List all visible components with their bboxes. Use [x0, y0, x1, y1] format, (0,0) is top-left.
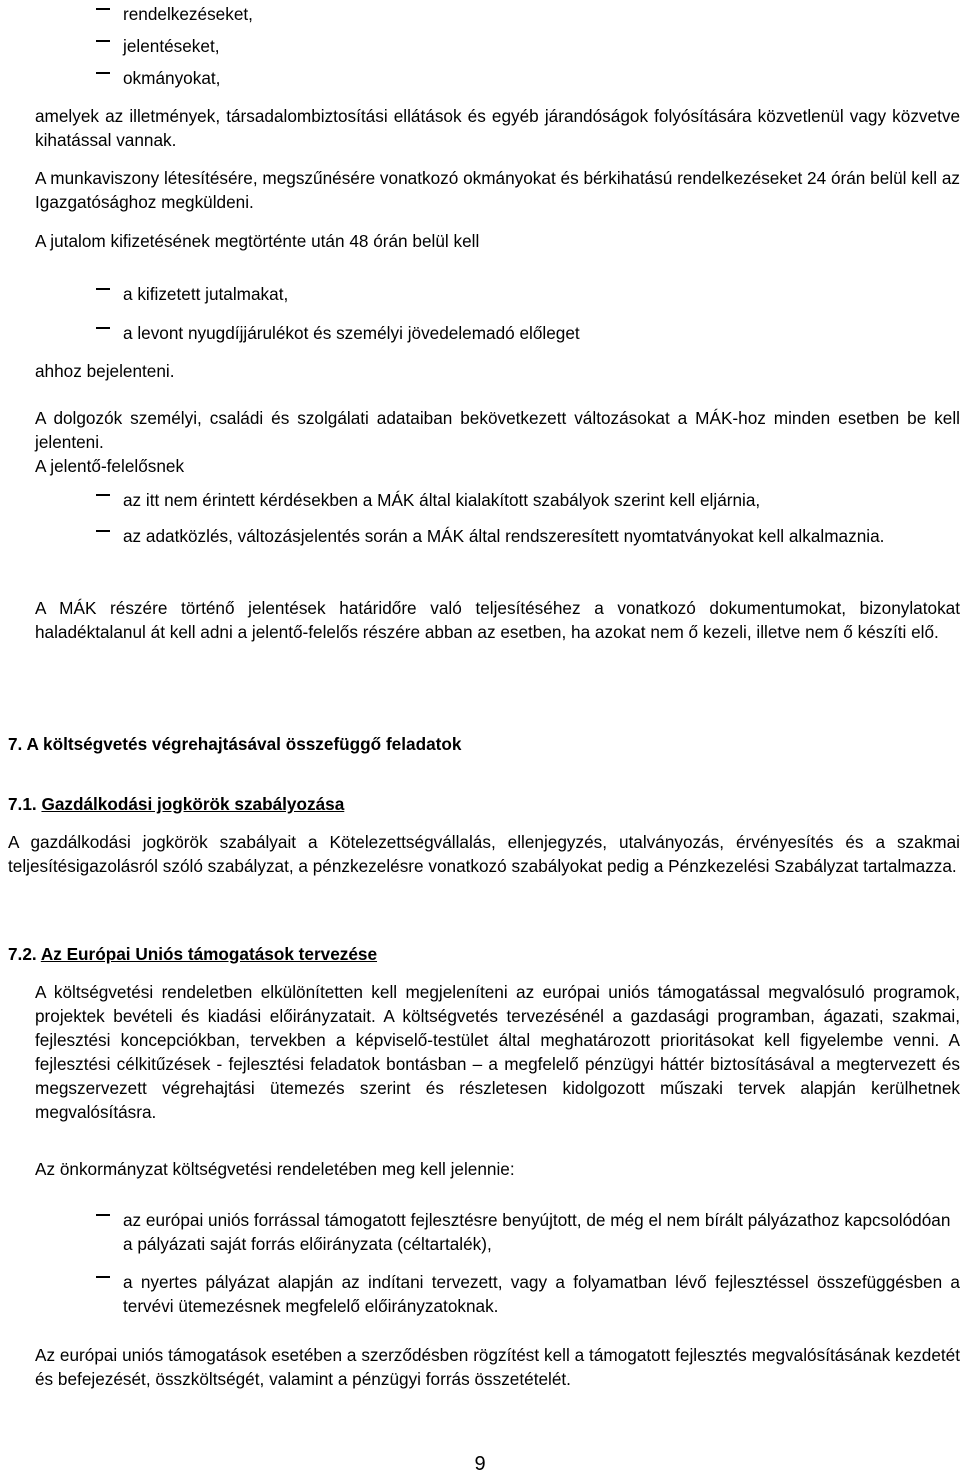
list-item-text: az adatközlés, változásjelentés során a MÁK által rendszeresített nyomtatványokat kell alkalmaznia.: [123, 526, 885, 546]
list-item-text: az itt nem érintett kérdésekben a MÁK által kialakított szabályok szerint kell eljárnia,: [123, 490, 761, 510]
heading-title: Az Európai Uniós támogatások tervezése: [40, 944, 378, 964]
paragraph-7-1: A gazdálkodási jogkörök szabályait a Kötelezettségvállalás, ellenjegyzés, utalványozás, érvényesítés és a szakmai teljesítésigazolásról szóló szabályzat, a pénzkezelésre vonatkozó szabályokat pedig a Pénzkezelési Szabályzat tartalmazza.: [8, 832, 960, 876]
heading-7: 7. A költségvetés végrehajtásával összefüggő feladatok: [8, 734, 462, 754]
dash-bullet: [96, 530, 110, 532]
list-item-text: okmányokat,: [123, 68, 221, 88]
list-item-text: az európai uniós forrással támogatott fejlesztésre benyújtott, de még el nem bírált pályázathoz kapcsolódóan a pályázati saját forrás előirányzata (céltartalék),: [123, 1210, 951, 1254]
paragraph-7-2-a: A költségvetési rendeletben elkülönítetten kell megjeleníteni az európai uniós támogatással megvalósuló programok, projektek bevételi és kiadási előirányzatait. A költségvetés tervezésénél a gazdasági programban, ágazati, szakmai, fejlesztési koncepciókban, tervekben a képviselő-testület által meghatározott prioritásokat kell figyelembe venni. A fejlesztési célkitűzések - fejlesztési feladatok bontásban – a megfelelő pénzügyi háttér biztosításával a megtervezett és megszervezett végrehajtási ütemezés szerint és részletesen kidolgozott műszaki tervek alapján kerülhetnek megvalósításra.: [35, 982, 960, 1122]
page-number: 9: [474, 1453, 486, 1475]
list-item-text: a levont nyugdíjjárulékot és személyi jövedelemadó előleget: [123, 323, 580, 343]
paragraph-illetmeny: amelyek az illetmények, társadalombiztosítási ellátások és egyéb járandóságok folyósítására közvetlenül vagy közvetve kihatással vannak.: [35, 106, 960, 150]
paragraph-ahhoz: ahhoz bejelenteni.: [35, 361, 175, 381]
paragraph-jelento: A jelentő-felelősnek: [35, 456, 185, 476]
list-item-text: a nyertes pályázat alapján az indítani tervezett, vagy a folyamatban lévő fejlesztéssel összefüggésben a tervévi ütemezésnek megfelelő előirányzatoknak.: [123, 1272, 960, 1316]
list-item-text: jelentéseket,: [123, 36, 220, 56]
paragraph-munkaviszony: A munkaviszony létesítésére, megszűnésére vonatkozó okmányokat és bérkihatású rendelkezéseket 24 órán belül kell az Igazgatósághoz megküldeni.: [35, 168, 960, 212]
paragraph-7-2-b: Az önkormányzat költségvetési rendeletében meg kell jelennie:: [35, 1159, 515, 1179]
heading-7-1: [8, 792, 344, 816]
dash-bullet: [96, 327, 110, 329]
dash-bullet: [96, 494, 110, 496]
list-item-text: a kifizetett jutalmakat,: [123, 284, 289, 304]
paragraph-mak: A MÁK részére történő jelentések határidőre való teljesítéséhez a vonatkozó dokumentumokat, bizonylatokat haladéktalanul át kell adni a jelentő-felelős részére abban az esetben, ha azokat nem ő kezeli, illetve nem ő készíti elő.: [35, 598, 960, 642]
dash-bullet: [96, 1214, 110, 1216]
dash-bullet: [96, 40, 110, 42]
dash-bullet: [96, 8, 110, 10]
list-item-text: rendelkezéseket,: [123, 4, 253, 24]
heading-7-2: [8, 942, 377, 966]
dash-bullet: [96, 288, 110, 290]
heading-number: 7.1.: [8, 794, 37, 814]
dash-bullet: [96, 72, 110, 74]
paragraph-7-2-c: Az európai uniós támogatások esetében a szerződésben rögzítést kell a támogatott fejlesztés megvalósításának kezdetét és befejezését, összköltségét, valamint a pénzügyi forrás összetételét.: [35, 1345, 960, 1389]
paragraph-dolgozok: A dolgozók személyi, családi és szolgálati adataiban bekövetkezett változásokat a MÁK-hoz minden esetben be kell jelenteni.: [35, 408, 960, 452]
paragraph-jutalom: A jutalom kifizetésének megtörténte után 48 órán belül kell: [35, 231, 480, 251]
dash-bullet: [96, 1276, 110, 1278]
heading-number: 7.2.: [8, 944, 37, 964]
heading-title: Gazdálkodási jogkörök szabályozása: [41, 794, 345, 814]
